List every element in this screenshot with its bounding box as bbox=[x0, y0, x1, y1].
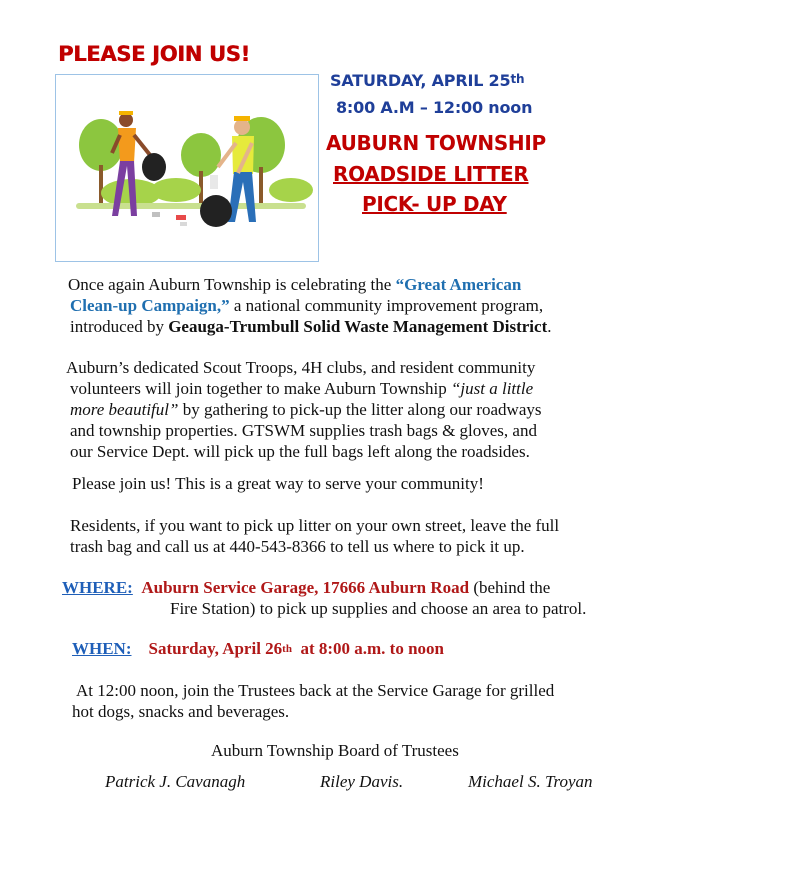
event-time: 8:00 A.M – 12:00 noon bbox=[336, 98, 533, 117]
volunteers-line-3 bbox=[66, 399, 542, 420]
trustee-name: Patrick J. Cavanagh bbox=[105, 772, 246, 791]
intro-text: . bbox=[547, 317, 552, 336]
volunteers-line-4: and township properties. GTSWM supplies trash bags & gloves, and bbox=[70, 421, 537, 440]
where-line-2: Fire Station) to pick up supplies and choose an area to patrol. bbox=[170, 599, 587, 618]
residents-line-1: Residents, if you want to pick up litter on your own street, leave the full bbox=[70, 516, 560, 535]
where-text: (behind the bbox=[469, 578, 551, 597]
campaign-name-end: Clean-up Campaign,” bbox=[70, 296, 230, 315]
event-date bbox=[330, 71, 524, 90]
intro-text: Once again Auburn Township is celebrating the bbox=[68, 275, 396, 294]
when-time: at 8:00 a.m. to noon bbox=[291, 639, 445, 658]
invite-paragraph: Please join us! This is a great way to serve your community! bbox=[72, 474, 484, 493]
event-date-suffix: th bbox=[510, 72, 525, 86]
where-line-1 bbox=[62, 577, 586, 598]
volunteers-text: volunteers will join together to make Auburn Township bbox=[70, 379, 451, 398]
where-section bbox=[62, 577, 586, 619]
closing-paragraph bbox=[72, 680, 554, 722]
volunteers-picking-litter-illustration bbox=[56, 75, 318, 261]
residents-line-2: trash bag and call us at 440-543-8366 to tell us where to pick it up. bbox=[70, 537, 525, 556]
when-section bbox=[72, 638, 444, 662]
volunteers-line-2 bbox=[66, 378, 542, 399]
trustee-name: Riley Davis. bbox=[320, 772, 404, 791]
intro-line-3 bbox=[68, 316, 551, 337]
volunteers-line-5: our Service Dept. will pick up the full bags left along the roadsides. bbox=[70, 442, 530, 461]
when-value bbox=[149, 639, 445, 658]
residents-paragraph bbox=[70, 515, 559, 557]
intro-text: a national community improvement program, bbox=[229, 296, 544, 315]
district-name: Geauga-Trumbull Solid Waste Management District bbox=[168, 317, 548, 336]
where-label: WHERE: bbox=[62, 578, 133, 597]
volunteers-illustration bbox=[55, 74, 319, 262]
event-date-text: SATURDAY, APRIL 25 bbox=[330, 71, 511, 90]
trustee-name: Michael S. Troyan bbox=[468, 772, 593, 791]
intro-text: introduced by bbox=[70, 317, 169, 336]
volunteers-text: by gathering to pick-up the litter along our roadways bbox=[178, 400, 542, 419]
intro-paragraph bbox=[68, 274, 551, 337]
where-location: Auburn Service Garage, 17666 Auburn Road bbox=[141, 578, 470, 597]
when-date: Saturday, April 26 bbox=[148, 639, 283, 658]
township-heading: AUBURN TOWNSHIP bbox=[326, 131, 546, 155]
page-title: PLEASE JOIN US! bbox=[58, 42, 250, 66]
closing-line-2: hot dogs, snacks and beverages. bbox=[72, 702, 290, 721]
when-date-suffix: th bbox=[282, 643, 292, 655]
when-label: WHEN: bbox=[72, 639, 132, 658]
event-heading-line2: PICK- UP DAY bbox=[362, 192, 507, 216]
quote-text: “just a little bbox=[450, 379, 534, 398]
intro-line-2 bbox=[68, 295, 551, 316]
board-signature: Auburn Township Board of Trustees bbox=[211, 741, 459, 760]
closing-line-1: At 12:00 noon, join the Trustees back at the Service Garage for grilled bbox=[76, 681, 555, 700]
intro-line-1 bbox=[68, 274, 551, 295]
volunteers-line-1: Auburn’s dedicated Scout Troops, 4H clubs, and resident community bbox=[66, 358, 536, 377]
volunteers-paragraph bbox=[66, 357, 542, 462]
event-heading-line1: ROADSIDE LITTER bbox=[333, 162, 529, 186]
campaign-name: “Great American bbox=[395, 275, 522, 294]
quote-text: more beautiful” bbox=[70, 400, 179, 419]
